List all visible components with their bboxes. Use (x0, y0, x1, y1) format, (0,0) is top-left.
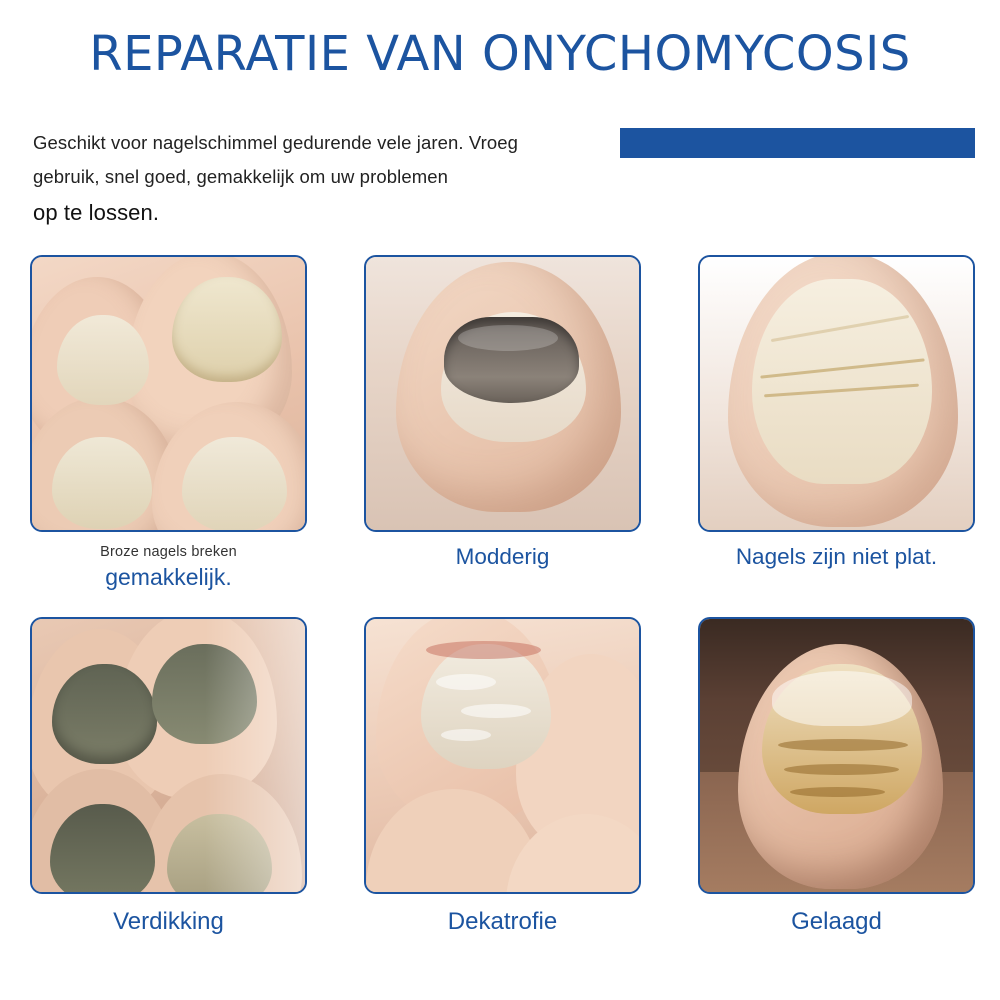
photo-row-2 (30, 617, 975, 936)
photo-caption (364, 544, 641, 570)
subtitle-line-2: gebruik, snel goed, gemakkelijk om uw problemen (33, 166, 448, 187)
caption-large: Nagels zijn niet plat. (735, 544, 938, 569)
subtitle-block (33, 126, 613, 232)
uneven-nail-photo (700, 257, 973, 530)
photo-cell-brittle-nails (30, 255, 307, 591)
muddy-nail-photo (366, 257, 639, 530)
photo-cell-uneven (698, 255, 975, 591)
caption-small: Broze nagels breken (100, 544, 237, 560)
page-title: REPARATIE VAN ONYCHOMYCOSIS (89, 26, 911, 82)
nail-atrophy-photo (366, 619, 639, 892)
photo-frame (698, 255, 975, 532)
subtitle-line-1: Geschikt voor nagelschimmel gedurende vele jaren. Vroeg (33, 132, 519, 153)
caption-large: Dekatrofie (447, 908, 558, 935)
photo-caption (30, 908, 307, 936)
photo-grid (30, 255, 975, 936)
photo-cell-atrophy (364, 617, 641, 936)
photo-cell-thickening (30, 617, 307, 936)
caption-large: Verdikking (113, 908, 224, 935)
photo-frame (30, 617, 307, 894)
thickened-nails-photo (32, 619, 305, 892)
photo-frame (364, 255, 641, 532)
photo-cell-layered (698, 617, 975, 936)
photo-caption (364, 908, 641, 936)
photo-caption (30, 544, 307, 591)
caption-large: Modderig (455, 544, 550, 569)
caption-large: Gelaagd (791, 908, 882, 935)
photo-caption (698, 908, 975, 936)
photo-frame (364, 617, 641, 894)
brittle-nails-photo (32, 257, 305, 530)
photo-frame (30, 255, 307, 532)
accent-bar (620, 128, 975, 158)
caption-large: gemakkelijk. (105, 564, 232, 590)
subtitle-line-3: op te lossen. (33, 200, 160, 225)
photo-caption (698, 544, 975, 570)
photo-cell-muddy (364, 255, 641, 591)
photo-frame (698, 617, 975, 894)
photo-row-1 (30, 255, 975, 591)
layered-nail-photo (700, 619, 973, 892)
